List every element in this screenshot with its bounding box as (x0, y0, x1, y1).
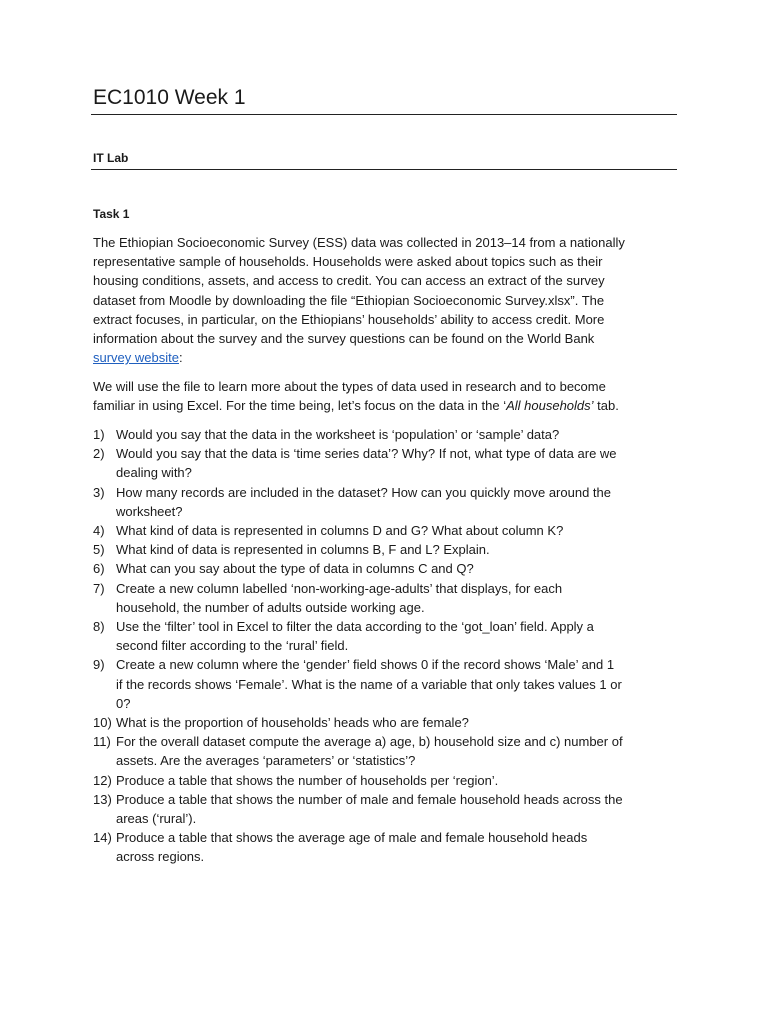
question-number: 10) (93, 715, 112, 731)
question-text-line: What kind of data is represented in columns B, F and L? Explain. (116, 542, 490, 558)
question-item (93, 521, 673, 540)
paragraph-line: representative sample of households. Households were asked about topics such as their (93, 254, 603, 270)
subtitle-divider (91, 169, 677, 170)
question-item (93, 790, 673, 828)
tab-name-italic: All households’ (506, 398, 594, 414)
line-suffix: tab. (593, 398, 619, 414)
question-text-line: if the records shows ‘Female’. What is the name of a variable that only takes values 1 or (116, 676, 622, 692)
instructions-paragraph (93, 377, 673, 415)
question-item (93, 617, 673, 655)
question-text-line: second filter according to the ‘rural’ field. (116, 638, 349, 654)
paragraph-line: information about the survey and the survey questions can be found on the World Bank (93, 331, 595, 347)
question-item (93, 540, 673, 559)
question-text-line: Produce a table that shows the number of male and female household heads across the (116, 791, 623, 807)
question-item (93, 771, 673, 790)
question-text-line: areas (‘rural’). (116, 811, 197, 827)
question-item (93, 444, 673, 482)
question-number: 2) (93, 446, 105, 462)
survey-website-link[interactable]: survey website (93, 350, 179, 366)
question-text-line: What kind of data is represented in columns D and G? What about column K? (116, 523, 564, 539)
question-text-line: Produce a table that shows the number of households per ‘region’. (116, 772, 499, 788)
paragraph-line (93, 348, 673, 367)
question-text-line: Produce a table that shows the average age of male and female household heads (116, 830, 588, 846)
question-text-line: What is the proportion of households’ heads who are female? (116, 715, 469, 731)
question-text-line: What can you say about the type of data in columns C and Q? (116, 561, 474, 577)
title-divider (91, 114, 677, 115)
question-list (93, 425, 673, 867)
question-number: 5) (93, 542, 105, 558)
question-number: 4) (93, 523, 105, 539)
question-item (93, 559, 673, 578)
document-title: EC1010 Week 1 (93, 86, 246, 109)
question-text-line: For the overall dataset compute the average a) age, b) household size and c) number of (116, 734, 623, 750)
question-item (93, 483, 673, 521)
question-text-line: Would you say that the data is ‘time series data’? Why? If not, what type of data are we (116, 446, 617, 462)
question-item (93, 655, 673, 713)
line-prefix: familiar in using Excel. For the time being, let’s focus on the data in the ‘ (93, 398, 507, 414)
link-suffix: : (178, 350, 183, 366)
paragraph-line (93, 396, 673, 415)
question-number: 3) (93, 484, 105, 500)
question-item (93, 828, 673, 866)
paragraph-line: extract focuses, in particular, on the Ethiopians’ households’ ability to access credit. More (93, 311, 605, 327)
question-item (93, 713, 673, 732)
question-number: 9) (93, 657, 105, 673)
intro-paragraph (93, 233, 673, 367)
question-text-line: across regions. (116, 849, 205, 865)
question-item (93, 732, 673, 770)
paragraph-line: housing conditions, assets, and access to credit. You can access an extract of the survey (93, 273, 605, 289)
question-text-line: household, the number of adults outside working age. (116, 599, 425, 615)
question-number: 6) (93, 561, 105, 577)
question-number: 12) (93, 772, 112, 788)
question-text-line: Create a new column labelled ‘non-working-age-adults’ that displays, for each (116, 580, 563, 596)
section-subtitle: IT Lab (93, 151, 129, 165)
question-number: 8) (93, 619, 105, 635)
paragraph-line: dataset from Moodle by downloading the file “Ethiopian Socioeconomic Survey.xlsx”. The (93, 292, 605, 308)
question-text-line: Create a new column where the ‘gender’ field shows 0 if the record shows ‘Male’ and 1 (116, 657, 615, 673)
paragraph-line: The Ethiopian Socioeconomic Survey (ESS) data was collected in 2013–14 from a nationally (93, 235, 625, 250)
question-number: 7) (93, 580, 105, 596)
question-text-line: dealing with? (116, 465, 192, 481)
paragraph-line: We will use the file to learn more about the types of data used in research and to become (93, 379, 606, 394)
question-item (93, 579, 673, 617)
question-number: 13) (93, 791, 112, 807)
question-number: 1) (93, 427, 105, 442)
question-text-line: Would you say that the data in the worksheet is ‘population’ or ‘sample’ data? (116, 427, 560, 442)
question-text-line: 0? (116, 695, 131, 711)
question-text-line: How many records are included in the dataset? How can you quickly move around the (116, 484, 611, 500)
question-text-line: worksheet? (116, 503, 183, 519)
task-heading: Task 1 (93, 207, 130, 221)
question-number: 14) (93, 830, 112, 846)
question-item (93, 425, 673, 444)
question-text-line: assets. Are the averages ‘parameters’ or ‘statistics’? (116, 753, 416, 769)
question-number: 11) (93, 734, 111, 750)
question-text-line: Use the ‘filter’ tool in Excel to filter the data according to the ‘got_loan’ field. Apply a (116, 619, 594, 635)
